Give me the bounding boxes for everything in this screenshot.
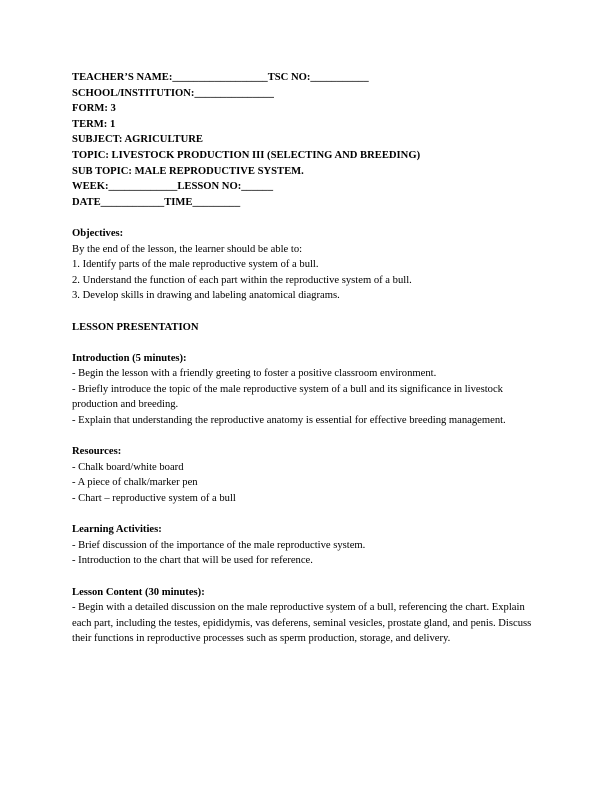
subtopic-line: SUB TOPIC: MALE REPRODUCTIVE SYSTEM.	[72, 165, 304, 177]
date-line: DATE____________TIME_________	[72, 196, 241, 208]
objective-item: 1. Identify parts of the male reproductive system of a bull.	[72, 259, 319, 271]
topic-line: TOPIC: LIVESTOCK PRODUCTION III (SELECTING AND BREEDING)	[72, 149, 421, 161]
learning-activities-section	[72, 522, 542, 569]
objectives-intro: By the end of the lesson, the learner should be able to:	[72, 243, 303, 255]
lesson-content-heading: Lesson Content (30 minutes):	[72, 586, 205, 598]
teacher-name-line: TEACHER’S NAME:__________________TSC NO:___________	[72, 72, 369, 83]
objective-item: 2. Understand the function of each part within the reproductive system of a bull.	[72, 274, 412, 286]
resource-item: - Chart – reproductive system of a bull	[72, 493, 236, 505]
school-line: SCHOOL/INSTITUTION:_______________	[72, 87, 274, 99]
learning-activity-item: - Introduction to the chart that will be used for reference.	[72, 555, 313, 567]
header-block	[72, 70, 542, 210]
resource-item: - Chalk board/white board	[72, 461, 184, 473]
objectives-heading: Objectives:	[72, 227, 124, 239]
lesson-content-item: - Begin with a detailed discussion on the male reproductive system of a bull, referencing the chart. Explain each part, including the testes, epididymis, vas deferens, seminal vesicles, prostate gland, and penis. Discuss their functions in reproductive processes such as sperm production, storage, and delivery.	[72, 602, 532, 645]
resource-item: - A piece of chalk/marker pen	[72, 477, 198, 489]
resources-heading: Resources:	[72, 446, 122, 458]
objectives-section	[72, 226, 542, 304]
term-line: TERM: 1	[72, 118, 116, 130]
subject-line: SUBJECT: AGRICULTURE	[72, 134, 203, 146]
introduction-item: - Begin the lesson with a friendly greeting to foster a positive classroom environment.	[72, 368, 437, 380]
resources-section	[72, 444, 542, 506]
introduction-heading: Introduction (5 minutes):	[72, 352, 187, 364]
introduction-section	[72, 351, 542, 429]
introduction-item: - Explain that understanding the reproductive anatomy is essential for effective breeding management.	[72, 415, 506, 427]
objective-item: 3. Develop skills in drawing and labeling anatomical diagrams.	[72, 290, 340, 302]
learning-activities-heading: Learning Activities:	[72, 524, 162, 536]
learning-activity-item: - Brief discussion of the importance of the male reproductive system.	[72, 539, 366, 551]
week-line: WEEK:_____________LESSON NO:______	[72, 181, 274, 193]
form-line: FORM: 3	[72, 103, 116, 115]
document-page	[72, 70, 542, 647]
lesson-content-section	[72, 585, 542, 647]
lesson-presentation-heading: LESSON PRESENTATION	[72, 321, 199, 333]
introduction-item: - Briefly introduce the topic of the male reproductive system of a bull and its significance in livestock production and breeding.	[72, 383, 503, 411]
